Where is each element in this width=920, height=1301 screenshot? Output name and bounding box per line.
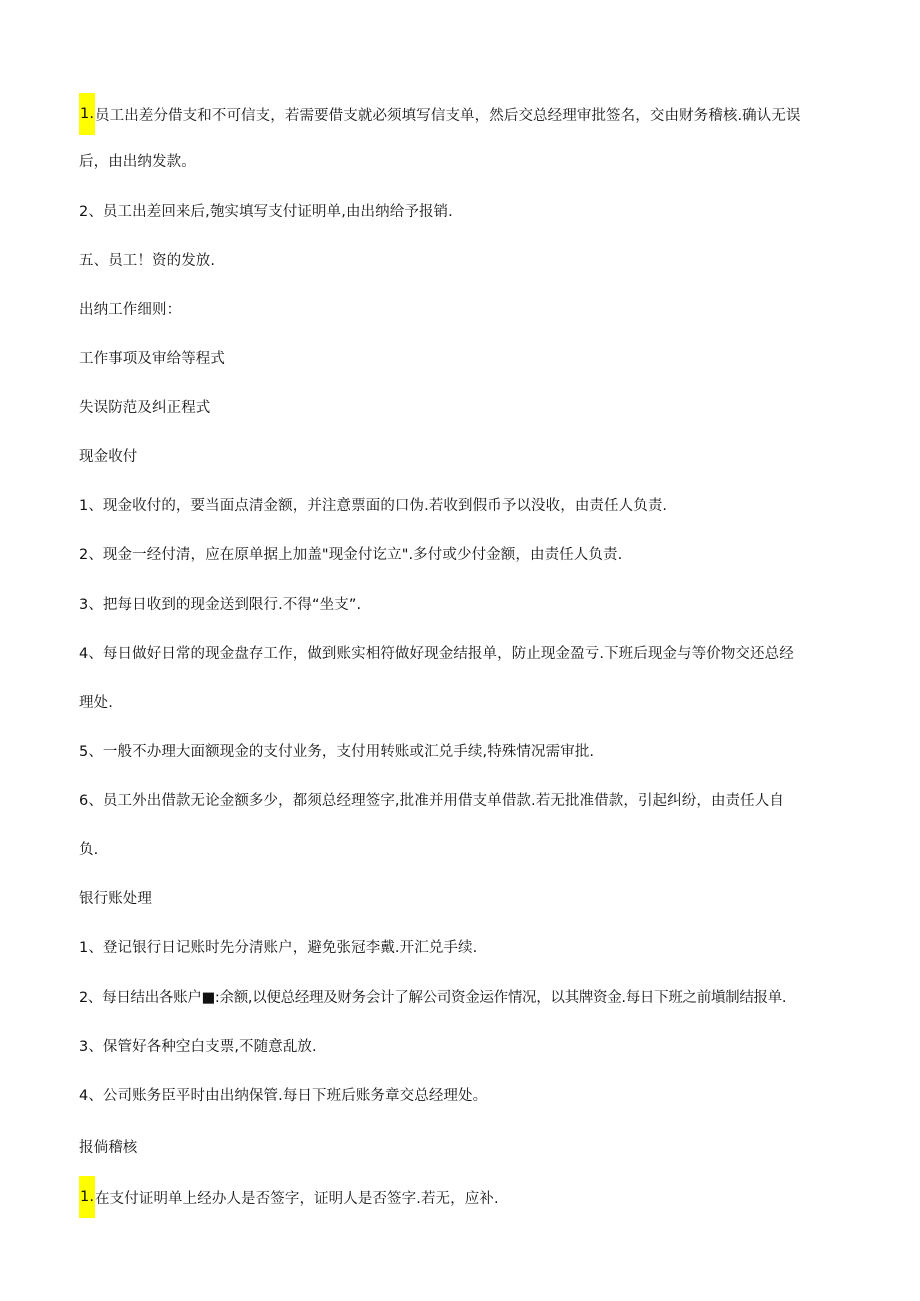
paragraph-line-10 (79, 544, 622, 566)
paragraph-line-3 (79, 201, 453, 223)
paragraph-line-23 (79, 1178, 499, 1220)
line-text: 4、公司账务臣平时由出纳保管.每日下班后账务章交总经理处。 (79, 1088, 488, 1104)
section-heading-work-items (79, 348, 225, 370)
paragraph-line-9 (79, 495, 667, 517)
line-text: 3、保管好各种空白支票,不随意乱放. (79, 1039, 317, 1055)
line-text: 2、现金一经付清，应在原单据上加盖"现金付讫立".多付或少付金额，由责任人负责. (79, 547, 623, 563)
section-heading-cashier-rules (79, 299, 181, 321)
paragraph-line-11 (79, 594, 361, 616)
paragraph-line-21 (79, 1085, 487, 1107)
section-heading-bank (79, 888, 152, 910)
paragraph-line-1 (79, 95, 801, 137)
paragraph-line-19 (79, 987, 786, 1009)
paragraph-line-20 (79, 1036, 317, 1058)
section-heading-audit (79, 1137, 137, 1159)
line-text: 理处. (79, 695, 113, 711)
paragraph-line-4 (79, 250, 215, 272)
line-text: 五、员工！资的发放. (79, 253, 216, 269)
line-text: 5、一般不办理大面额现金的支付业务，支付用转账或汇兑手续,特殊情况需审批. (79, 744, 595, 760)
paragraph-line-18 (79, 937, 477, 959)
line-text: 员工出差分借支和不可信支，若需要借支就必须填写信支单，然后交总经理审批签名，交由财务稽核.确认无误 (95, 108, 801, 124)
line-text: 现金收付 (79, 449, 138, 465)
line-text: 银行账处理 (79, 891, 152, 907)
paragraph-line-13 (79, 692, 113, 714)
section-heading-error-prevention (79, 397, 210, 419)
line-text: 负. (79, 842, 99, 858)
line-text: 6、员工外出借款无论金额多少，都须总经理签字,批准并用借支单借款.若无批准借款，引起纠纷，由责任人自 (79, 793, 784, 809)
line-text: 出纳工作细则： (79, 302, 182, 318)
highlighted-list-number: 1. (79, 93, 95, 135)
line-text: 报倘稽核 (79, 1140, 138, 1156)
line-text: 在支付证明单上经办人是否签字，证明人是否签字.若无，应补. (95, 1191, 499, 1207)
paragraph-line-12 (79, 643, 794, 665)
line-text: 2、员工出差回来后,匏实填写支付证明单,由出纳给予报销. (79, 204, 453, 220)
highlighted-list-number: 1. (79, 1176, 95, 1218)
line-text: 2、每日结出各账户■:余额,以便总经理及财务会计了解公司资金运作情况，以其牌资金.每日下班之前塡制结报单. (79, 990, 787, 1006)
line-text: 工作事项及审给等程式 (79, 351, 225, 367)
paragraph-line-2 (79, 151, 196, 173)
line-text: 失误防范及纠正程式 (79, 400, 211, 416)
paragraph-line-14 (79, 741, 594, 763)
line-text: 4、每日做好日常的现金盘存工作，做到账实相符做好现金结报单，防止现金盈亏.下班后现金与等价物交还总经 (79, 646, 794, 662)
line-text: 1、现金收付的，要当面点清金额，并注意票面的口伪.若收到假币予以没收，由责任人负责. (79, 498, 668, 514)
section-heading-cash (79, 446, 137, 468)
paragraph-line-15 (79, 790, 784, 812)
paragraph-line-16 (79, 839, 98, 861)
line-text: 1、登记银行日记账时先分清账户，避免张冠李戴.开汇兑手续. (79, 940, 478, 956)
line-text: 后，由出纳发款。 (79, 154, 196, 170)
line-text: 3、把每日收到的现金送到限行.不得“坐支”. (79, 597, 362, 613)
